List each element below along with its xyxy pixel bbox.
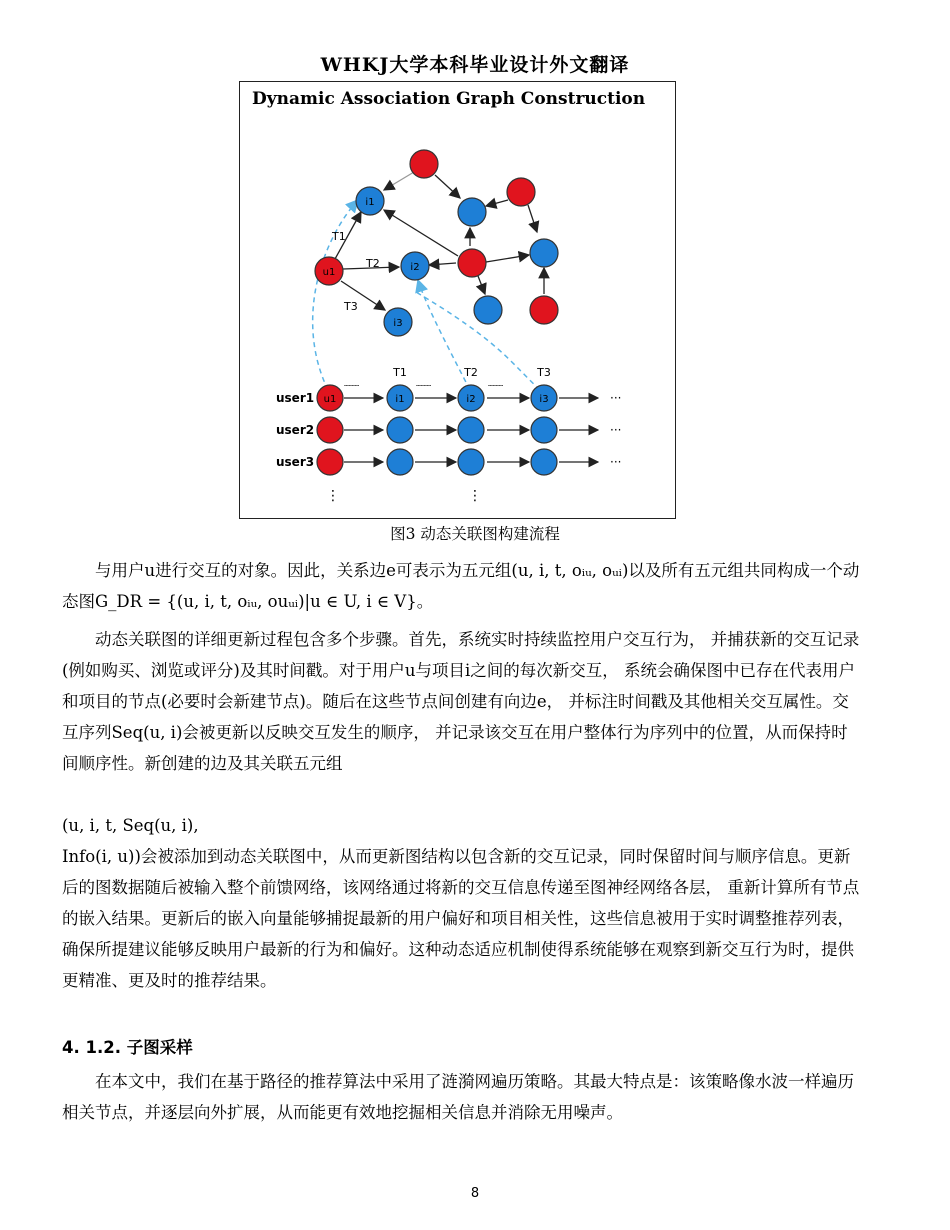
edge-r3-i2: [429, 263, 456, 265]
row1-label-i2: i2: [466, 394, 476, 405]
edge-r3-i1: [384, 210, 458, 256]
timeline-time-t3: T3: [537, 366, 551, 379]
paragraph-2: 动态关联图的详细更新过程包含多个步骤。首先，系统实时持续监控用户交互行为， 并捕获新的交互记录(例如购买、浏览或评分)及其时间戳。对于用户u与项目i之间的每次新交互， 系统会确保图中已存在代表用户和项目的节点(必要时会新建节点)。随后在这些节点间创建有向边e， 并标注时间戳及其他相关交互属性。交互序列Seq(u, i)会被更新以反映交互发生的顺序， 并记录该交互在用户整体行为序列中的位置，从而保持时间顺序性。新创建的边及其关联五元组: [62, 630, 860, 773]
document-header: WHKJ大学本科毕业设计外文翻译: [320, 54, 630, 76]
paragraph-3: (u, i, t, Seq(u, i),: [62, 816, 199, 835]
graph-figure-svg: [240, 82, 677, 520]
row1-label-i1: i1: [395, 394, 405, 405]
figure-title: Dynamic Association Graph Construction: [252, 89, 646, 109]
row1-label-u1: u1: [323, 394, 337, 405]
timeline-interval-2: ╍╍╍╍╍: [416, 383, 432, 389]
row3-ellipsis: ···: [610, 455, 622, 469]
edge-r3-b2: [486, 255, 529, 262]
node-label-i1: i1: [365, 197, 375, 208]
row2-node-1: [387, 417, 413, 443]
node-label-i2: i2: [410, 262, 420, 273]
page-number: 8: [470, 1186, 480, 1201]
row1-label-i3: i3: [539, 394, 549, 405]
edge-r1-b1: [435, 175, 460, 198]
node-label-i3: i3: [393, 318, 403, 329]
row2-node-2: [458, 417, 484, 443]
figure-caption: 图3 动态关联图构建流程: [390, 525, 560, 543]
node-item-b3: [474, 296, 502, 324]
timeline-interval-3: ╍╍╍╍╍: [488, 383, 504, 389]
node-user-r1: [410, 150, 438, 178]
node-item-b2: [530, 239, 558, 267]
paragraph-section: 在本文中，我们在基于路径的推荐算法中采用了涟漪网遍历策略。其最大特点是：该策略像水波一样遍历相关节点，并逐层向外扩展，从而能更有效地挖掘相关信息并消除无用噪声。: [62, 1072, 854, 1122]
edge-label-t1: T1: [332, 230, 346, 243]
paragraph-1: 与用户u进行交互的对象。因此，关系边e可表示为五元组(u, i, t, oᵢᵤ, oᵤᵢ)以及所有五元组共同构成一个动态图G_DR = {(u, i, t, oᵢᵤ, ouᵤᵢ)|u ∈ U, i ∈ V}。: [62, 561, 860, 611]
section-heading: 4. 1.2. 子图采样: [62, 1038, 193, 1057]
row3-node-2: [458, 449, 484, 475]
vdots-middle: ⋮: [468, 488, 482, 504]
node-label-u1: u1: [322, 267, 336, 278]
timeline-user-3: user3: [276, 455, 315, 469]
paragraph-4: Info(i, u))会被添加到动态关联图中，从而更新图结构以包含新的交互记录，同时保留时间与顺序信息。更新后的图数据随后被输入整个前馈网络，该网络通过将新的交互信息传递至图神经网络各层， 重新计算所有节点的嵌入结果。更新后的嵌入向量能够捕捉最新的用户偏好和项目相关性，这些信息被用于实时调整推荐列表，确保所提建议能够反映用户最新的行为和偏好。这种动态适应机制使得系统能够在观察到新交互行为时，提供更精准、更及时的推荐结果。: [62, 847, 860, 990]
edge-r2-b2: [528, 205, 537, 232]
edge-label-t3: T3: [344, 300, 358, 313]
edge-label-t2: T2: [366, 257, 380, 270]
edge-r1-i1: [384, 172, 414, 190]
timeline-time-t1: T1: [393, 366, 407, 379]
node-user-r3: [458, 249, 486, 277]
row2-node-user: [317, 417, 343, 443]
timeline-user-1: user1: [276, 391, 315, 405]
dashed-link-i2: [418, 280, 470, 390]
row1-ellipsis: ···: [610, 391, 622, 405]
timeline-interval-1: ╍╍╍╍╍: [344, 383, 360, 389]
node-user-r4: [530, 296, 558, 324]
row2-node-3: [531, 417, 557, 443]
node-item-b1: [458, 198, 486, 226]
row3-node-1: [387, 449, 413, 475]
timeline-time-t2: T2: [464, 366, 478, 379]
timeline-user-2: user2: [276, 423, 315, 437]
figure-dynamic-association-graph: [239, 81, 676, 519]
row2-ellipsis: ···: [610, 423, 622, 437]
row3-node-user: [317, 449, 343, 475]
edge-r3-b3: [478, 276, 485, 294]
edge-r2-b1: [486, 200, 508, 206]
node-user-r2: [507, 178, 535, 206]
row3-node-3: [531, 449, 557, 475]
vdots-left: ⋮: [326, 488, 340, 504]
